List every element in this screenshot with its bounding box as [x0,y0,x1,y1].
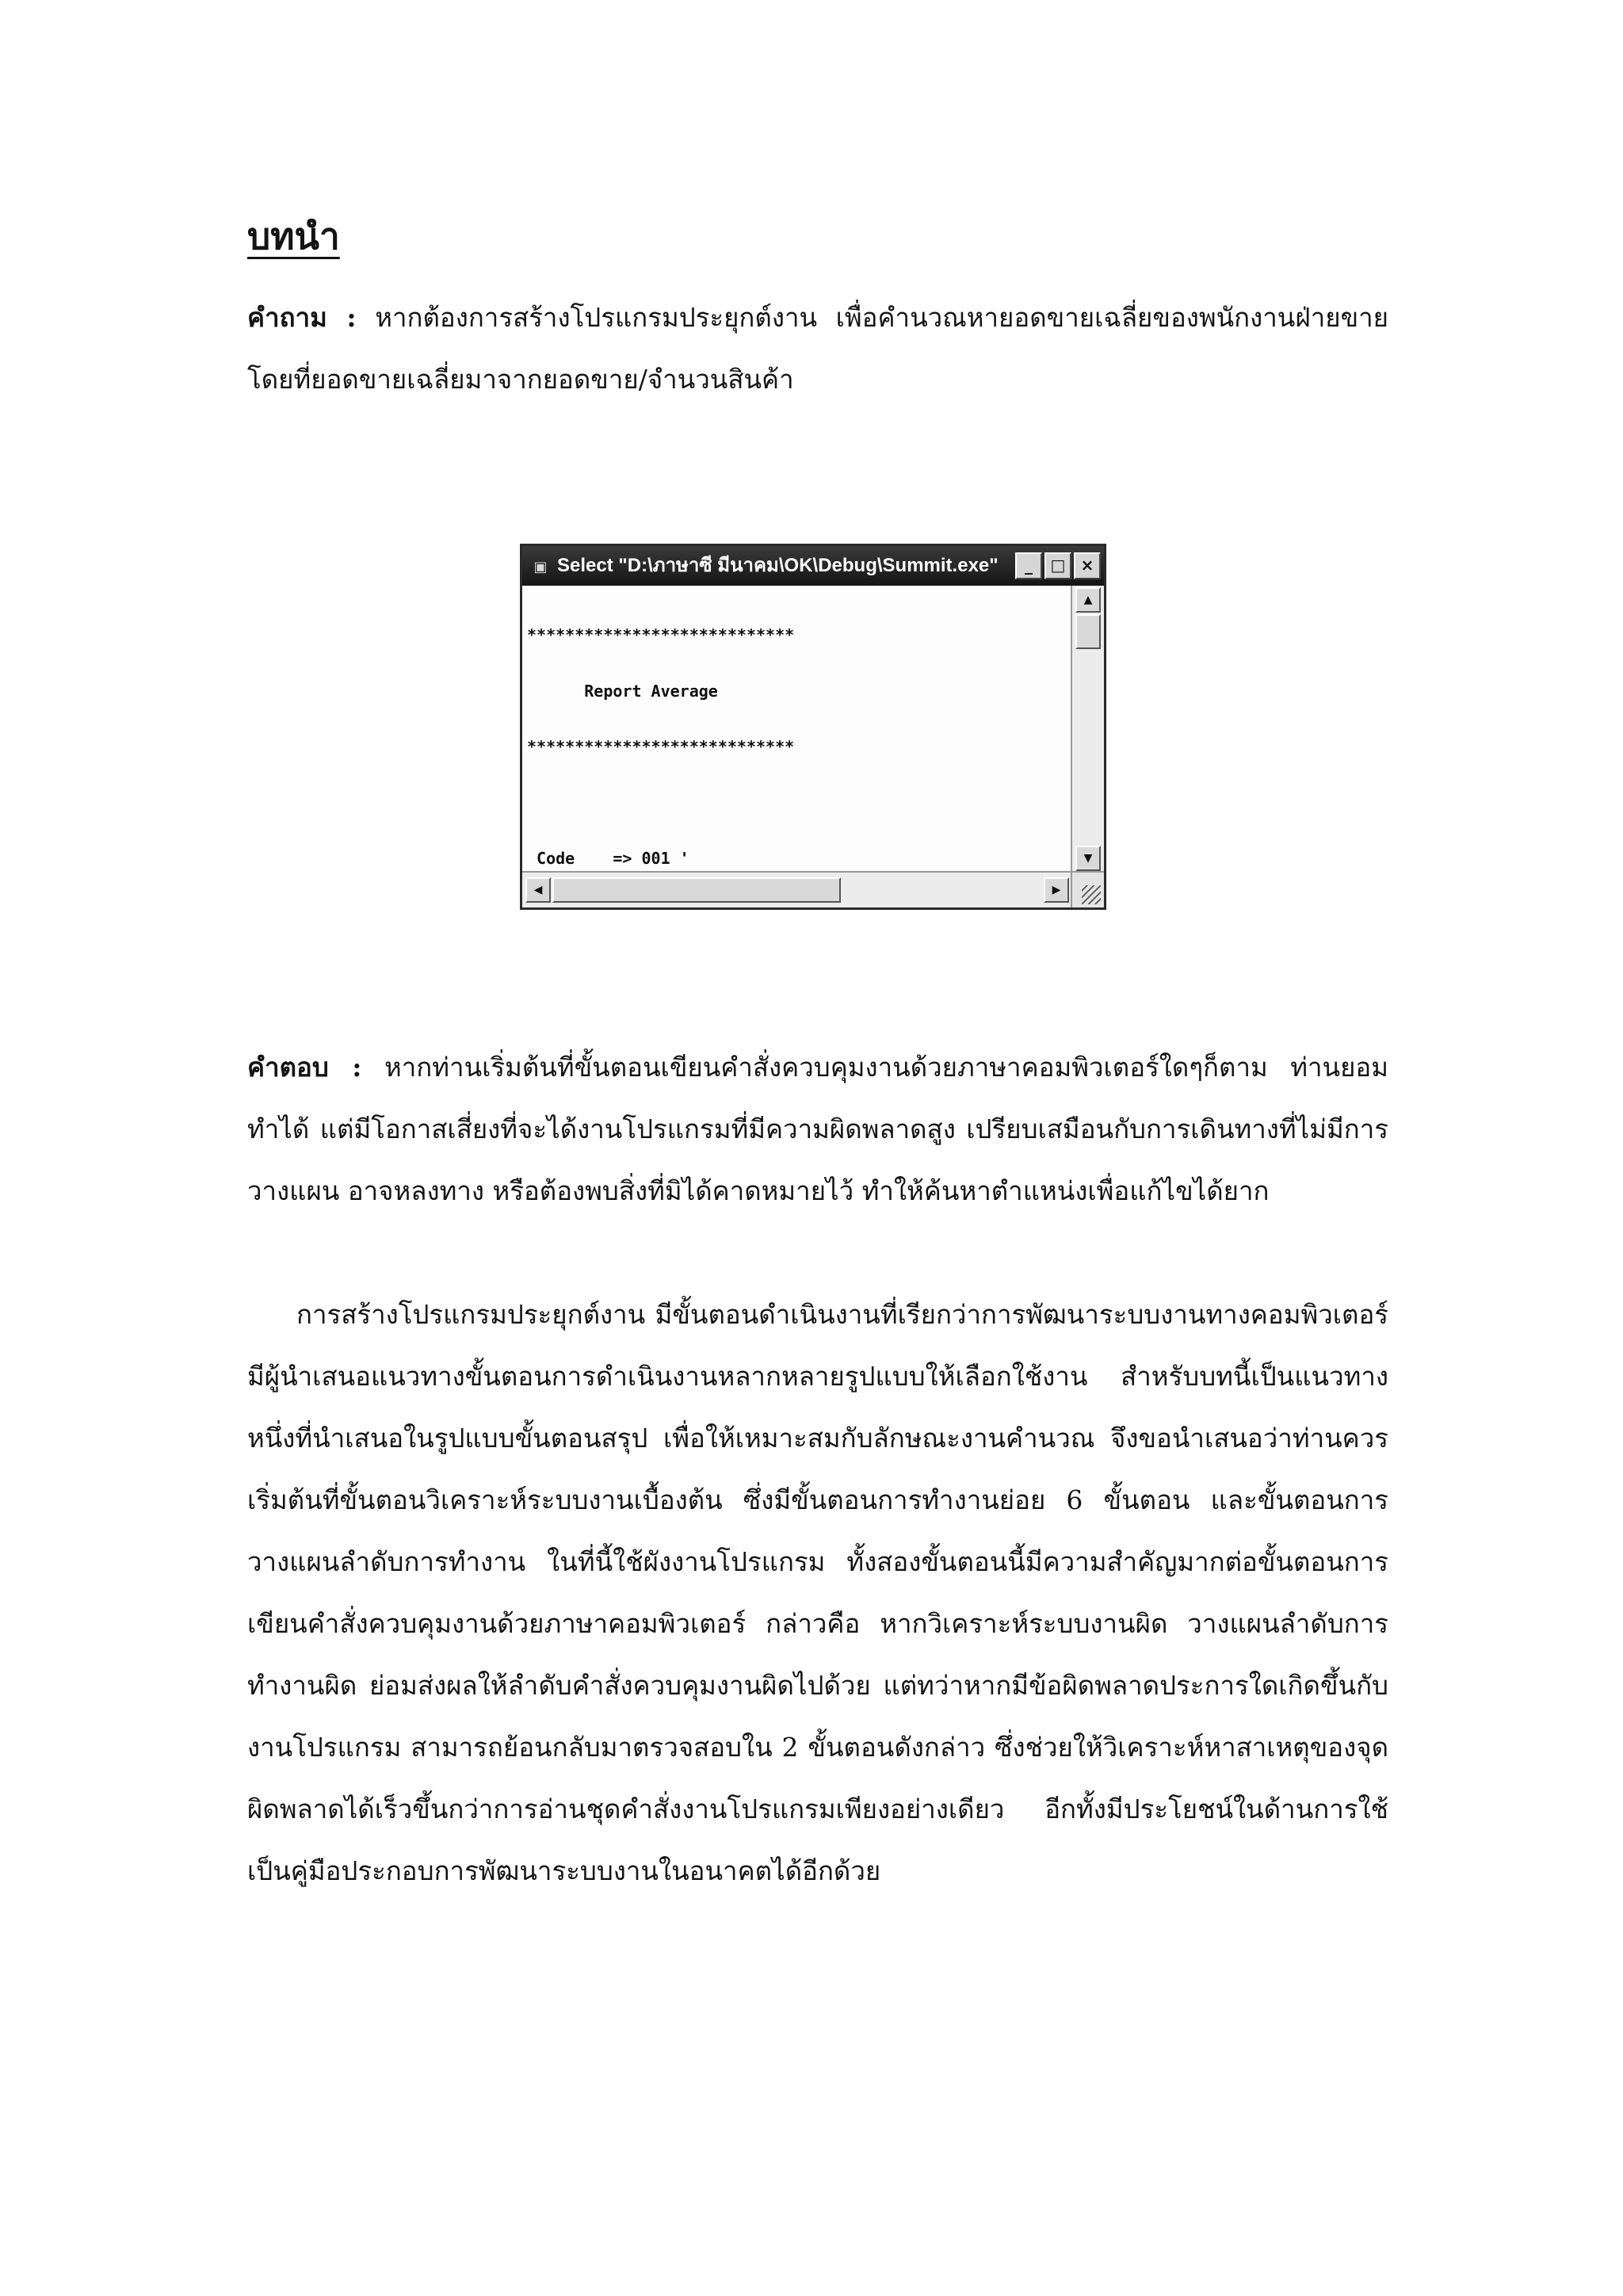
minimize-icon[interactable]: _ [1015,552,1042,579]
question-label: คำถาม : [247,302,357,333]
console-title: Select "D:\ภาษาซี มีนาคม\OK\Debug\Summit.exe" [557,555,999,576]
console-line: **************************** [527,737,795,756]
maximize-icon[interactable]: □ [1044,552,1071,579]
answer-label: คำตอบ : [247,1052,362,1083]
console-line [527,794,1072,813]
resize-grip-icon[interactable] [1071,871,1104,907]
console-line: Report Average [527,681,718,701]
vertical-scroll-thumb[interactable] [1075,614,1101,649]
answer-paragraph [247,1037,1388,1222]
answer-paragraph-2: การสร้างโปรแกรมประยุกต์งาน มีขั้นตอนดำเนินงานที่เรียกว่าการพัฒนาระบบงานทางคอมพิวเตอร์ มีผู้นำเสนอแนวทางขั้นตอนการดำเนินงานหลากหลายรูปแบบให้เลือกใช้งาน สำหรับบทนี้เป็นแนวทางหนึ่งที่นำเสนอในรูปแบบขั้นตอนสรุป เพื่อให้เหมาะสมกับลักษณะงานคำนวณ จึงขอนำเสนอว่าท่านควรเริ่มต้นที่ขั้นตอนวิเคราะห์ระบบงานเบื้องต้น ซึ่งมีขั้นตอนการทำงานย่อย 6 ขั้นตอน และขั้นตอนการวางแผนลำดับการทำงาน ในที่นี้ใช้ผังงานโปรแกรม ทั้งสองขั้นตอนนี้มีความสำคัญมากต่อขั้นตอนการเขียนคำสั่งควบคุมงานด้วยภาษาคอมพิวเตอร์ กล่าวคือ หากวิเคราะห์ระบบงานผิด วางแผนลำดับการทำงานผิด ย่อมส่งผลให้ลำดับคำสั่งควบคุมงานผิดไปด้วย แต่ทว่าหากมีข้อผิดพลาดประการใดเกิดขึ้นกับงานโปรแกรม สามารถย้อนกลับมาตรวจสอบใน 2 ขั้นตอนดังกล่าว ซึ่งช่วยให้วิเคราะห์หาสาเหตุของจุดผิดพลาดได้เร็วขึ้นกว่าการอ่านชุดคำสั่งงานโปรแกรมเพียงอย่างเดียว อีกทั้งมีประโยชน์ในด้านการใช้เป็นคู่มือประกอบการพัฒนาระบบงานในอนาคตได้อีกด้วย [247,1299,1388,1886]
console-line: **************************** [527,625,795,644]
question-paragraph [247,287,1388,411]
close-icon[interactable]: × [1074,552,1101,579]
horizontal-scroll-thumb[interactable] [552,877,841,903]
vertical-scrollbar[interactable] [1071,586,1104,873]
scroll-right-arrow-icon[interactable]: ▶ [1044,877,1069,903]
scroll-up-arrow-icon[interactable]: ▲ [1075,587,1101,613]
scroll-down-arrow-icon[interactable]: ▼ [1075,846,1101,871]
page-heading: บทนำ [247,215,340,258]
console-line: Code => 001 ' [527,849,689,868]
answer-text: หากท่านเริ่มต้นที่ขั้นตอนเขียนคำสั่งควบคุมงานด้วยภาษาคอมพิวเตอร์ใดๆก็ตาม ท่านยอมทำได้ แต่มีโอกาสเสี่ยงที่จะได้งานโปรแกรมที่มีความผิดพลาดสูง เปรียบเสมือนกับการเดินทางที่ไม่มีการวางแผน อาจหลงทาง หรือต้องพบสิ่งที่มิได้คาดหมายไว้ ทำให้ค้นหาตำแหน่งเพื่อแก้ไขได้ยาก [247,1052,1388,1206]
console-window-screenshot [520,544,1106,910]
console-app-icon: ▣ [533,559,548,575]
question-text: หากต้องการสร้างโปรแกรมประยุกต์งาน เพื่อคำนวณหายอดขายเฉลี่ยของพนักงานฝ่ายขายโดยที่ยอดขายเฉลี่ยมาจากยอดขาย/จำนวนสินค้า [247,302,1388,395]
window-controls [1015,552,1101,579]
console-output [522,586,1072,873]
scroll-left-arrow-icon[interactable]: ◀ [525,877,551,903]
horizontal-scrollbar[interactable] [522,871,1072,907]
